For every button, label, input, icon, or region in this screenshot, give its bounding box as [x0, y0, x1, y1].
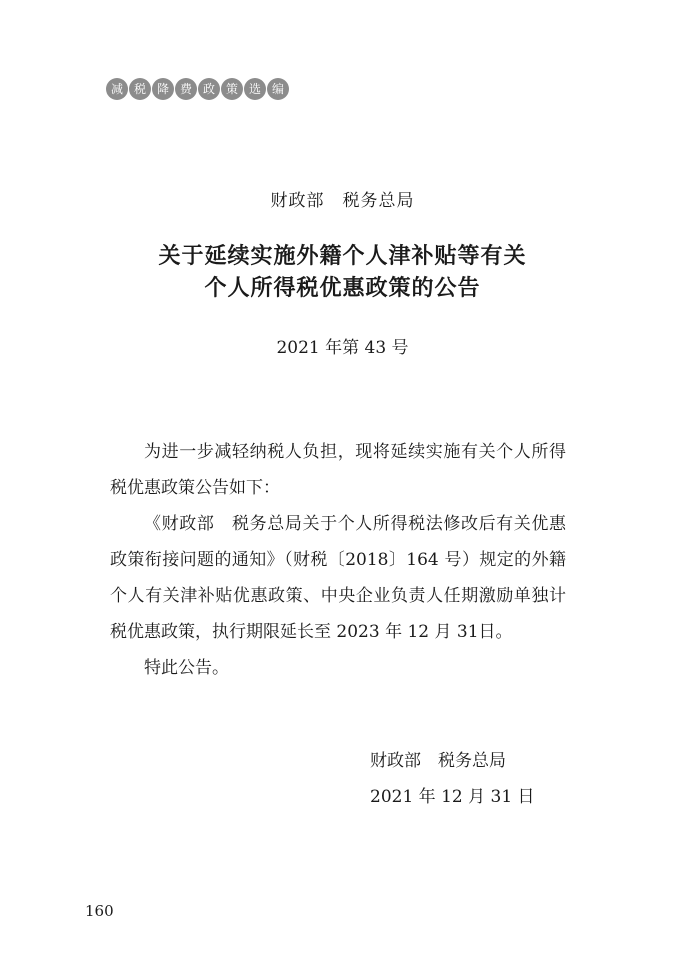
document-title: [0, 240, 685, 304]
page-number: 160: [85, 902, 114, 920]
title-line-2: 个人所得税优惠政策的公告: [204, 275, 481, 301]
title-line-1: 关于延续实施外籍个人津补贴等有关: [158, 243, 527, 269]
series-char: 费: [175, 78, 197, 100]
series-char: 策: [221, 78, 243, 100]
document-number: 2021 年第 43 号: [276, 338, 409, 358]
series-char: 减: [106, 78, 128, 100]
signature-issuer: 财政部 税务总局: [370, 751, 506, 771]
signature-date: 2021 年 12 月 31 日: [370, 787, 535, 807]
document-body: [110, 434, 566, 686]
series-char: 编: [267, 78, 289, 100]
series-char: 税: [129, 78, 151, 100]
series-header-badges: [106, 78, 289, 100]
signature-block: [370, 743, 535, 815]
body-paragraph-closing: 特此公告。: [144, 658, 229, 678]
series-char: 选: [244, 78, 266, 100]
body-paragraph-intro: 为进一步减轻纳税人负担，现将延续实施有关个人所得税优惠政策公告如下：: [110, 442, 566, 498]
issuer-heading: 财政部 税务总局: [270, 191, 415, 211]
series-char: 降: [152, 78, 174, 100]
body-paragraph-policy: 《财政部 税务总局关于个人所得税法修改后有关优惠政策衔接问题的通知》（财税〔2018〕164 号）规定的外籍个人有关津补贴优惠政策、中央企业负责人任期激励单独计税优惠政策，执行期限延长至 2023 年 12 月 31日。: [110, 514, 566, 642]
series-char: 政: [198, 78, 220, 100]
